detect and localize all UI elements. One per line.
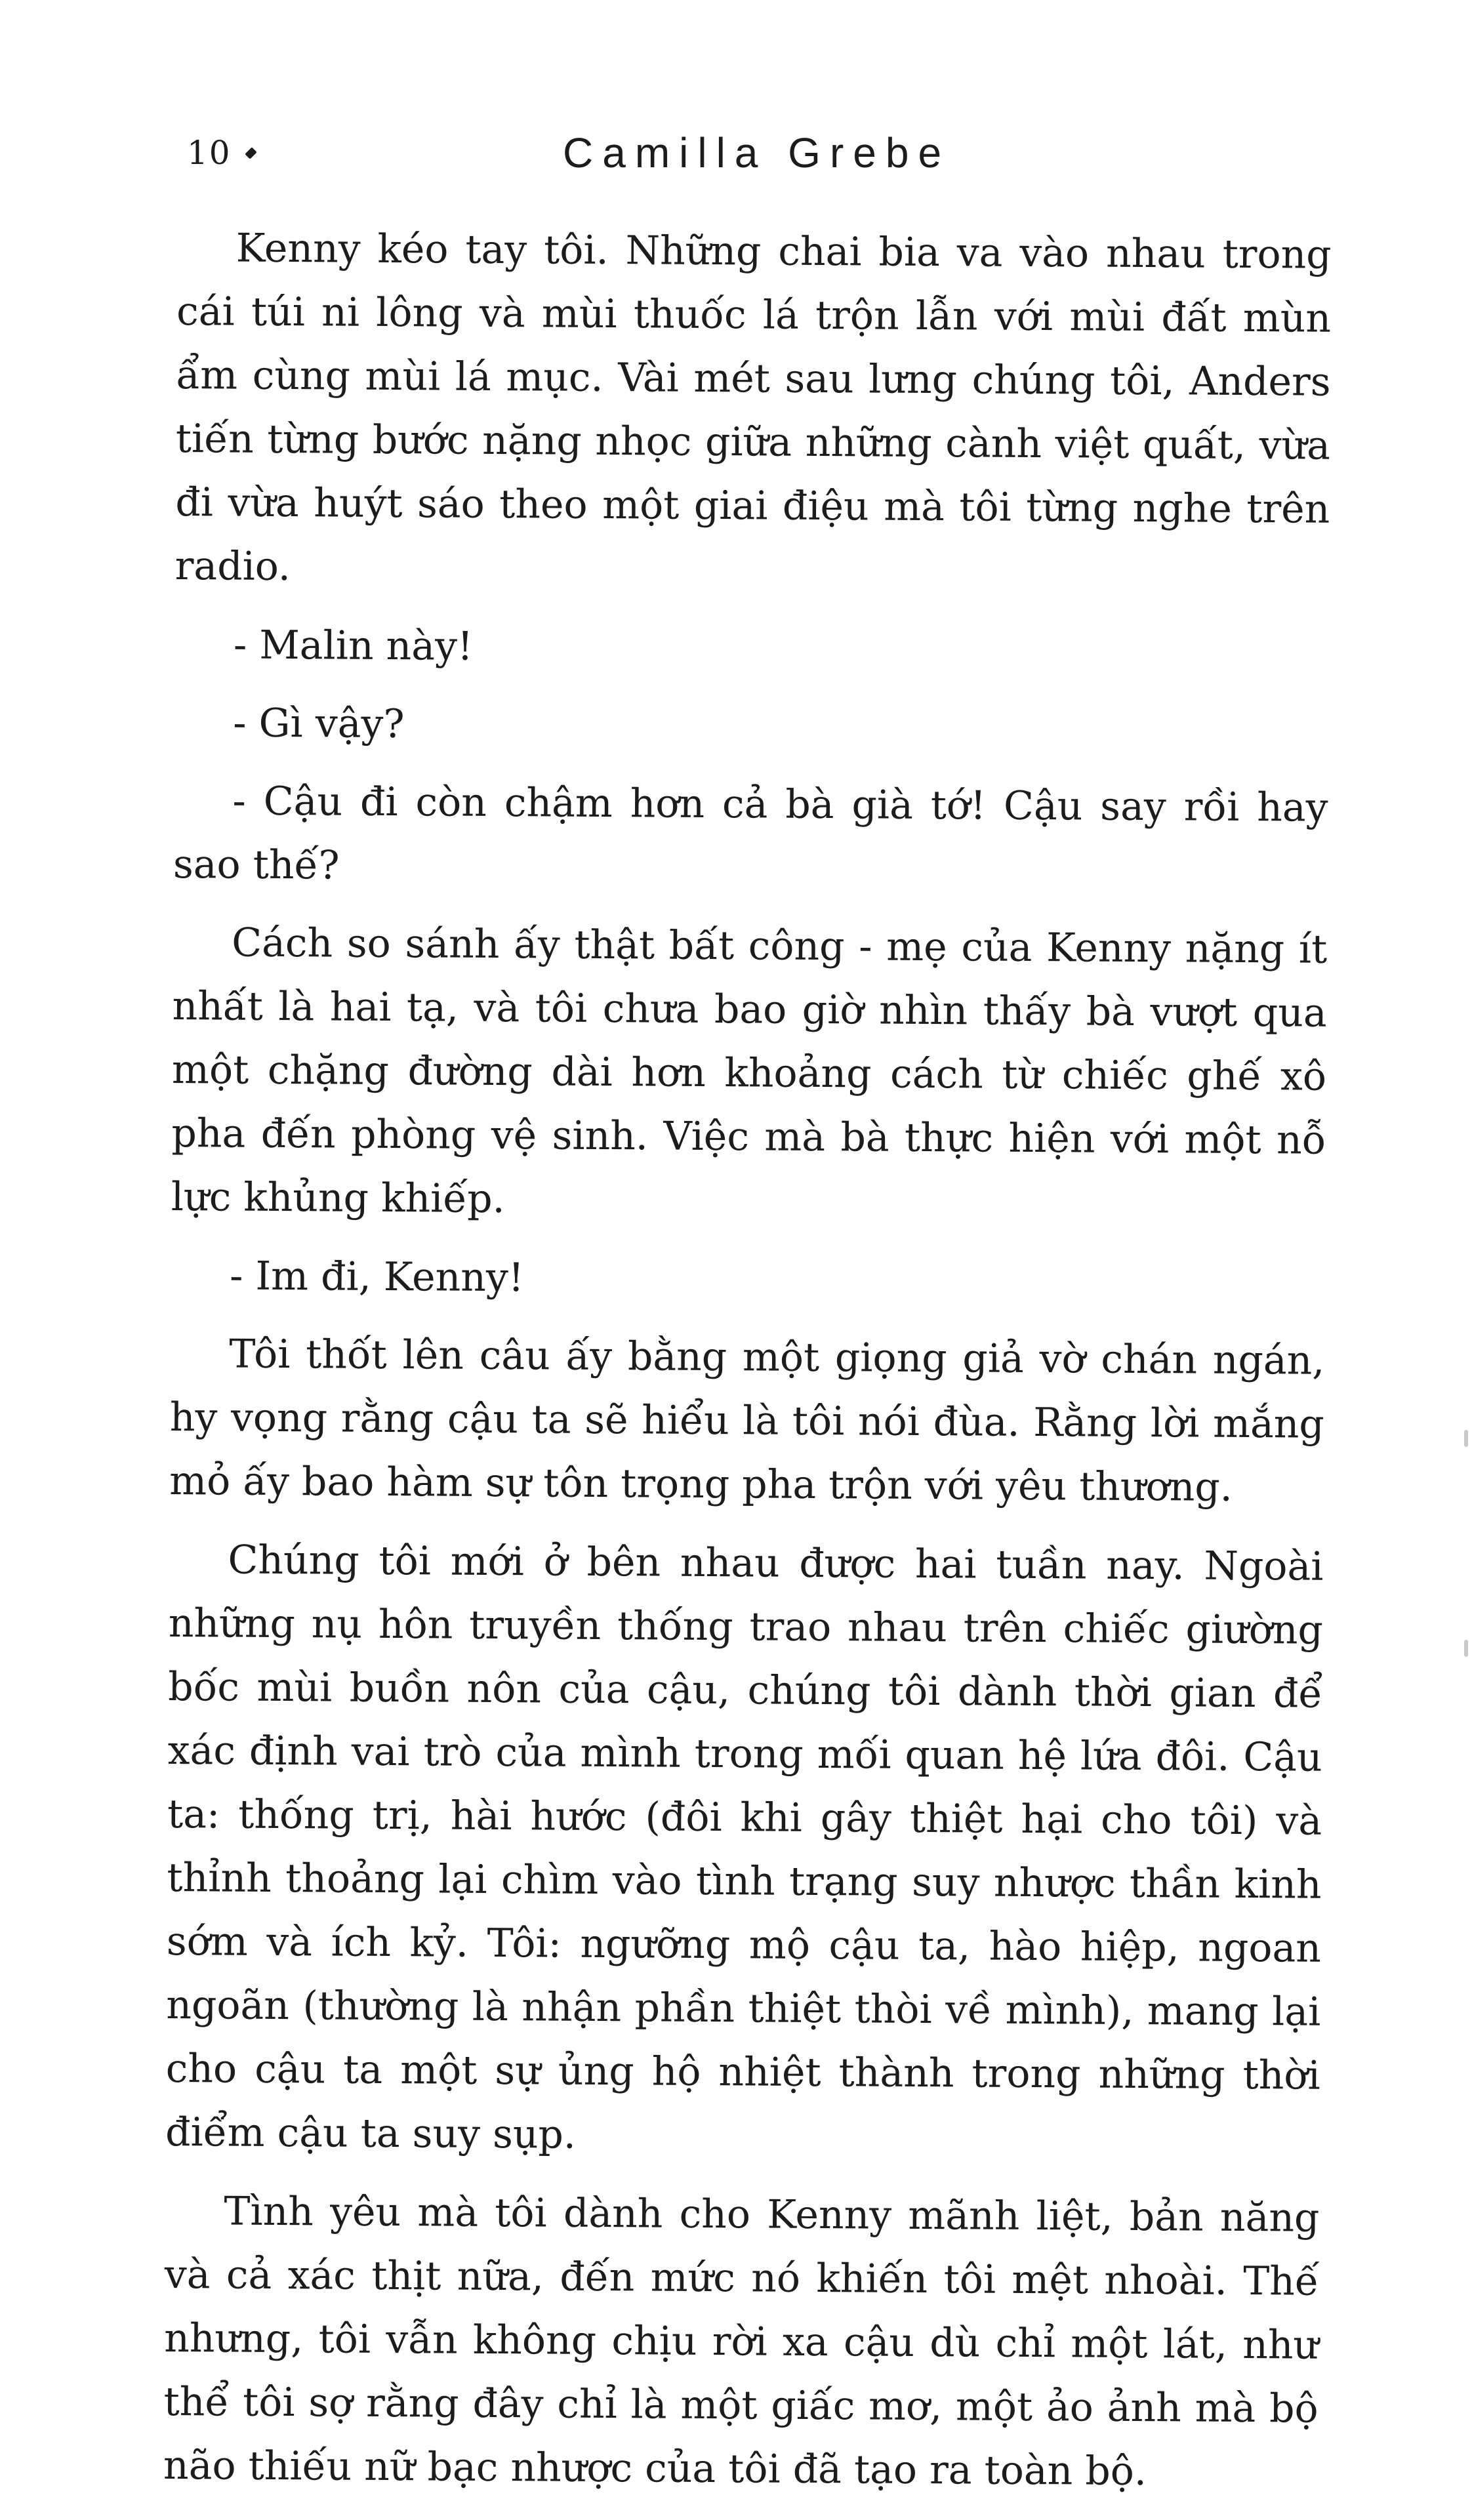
paragraph: Cách so sánh ấy thật bất công - mẹ của Kenny nặng ít nhất là hai tạ, và tôi chưa bao giờ nhìn thấy bà vượt qua một chặng đường dài hơn khoảng cách từ chiếc ghế xô pha đến phòng vệ sinh. Việc mà bà thực hiện với một nỗ lực khủng khiếp. xyxy=(171,920,1328,1223)
page-edge-mark xyxy=(1464,1430,1468,1447)
dialogue-line: - Gì vậy? xyxy=(233,700,405,748)
page-edge-mark xyxy=(1464,1640,1468,1657)
body-text xyxy=(163,216,1332,2520)
paragraph: Tình yêu mà tôi dành cho Kenny mãnh liệt, bản năng và cả xác thịt nữa, đến mức nó khiến tôi mệt nhoài. Thế nhưng, tôi vẫn không chịu rời xa cậu dù chỉ một lát, như thể tôi sợ rằng đây chỉ là một giấc mơ, một ảo ảnh mà bộ não thiếu nữ bạc nhược của tôi đã tạo ra toàn bộ. xyxy=(163,2188,1320,2495)
page-header xyxy=(187,117,1341,189)
dialogue-line: - Malin này! xyxy=(233,622,474,670)
dialogue-line: - Im đi, Kenny! xyxy=(229,1253,525,1301)
paragraph: Tôi thốt lên câu ấy bằng một giọng giả vờ chán ngán, hy vọng rằng cậu ta sẽ hiểu là tôi nói đùa. Rằng lời mắng mỏ ấy bao hàm sự tôn trọng pha trộn với yêu thương. xyxy=(169,1331,1325,1511)
diamond-bullet-icon xyxy=(245,147,256,159)
paragraph: Kenny kéo tay tôi. Những chai bia va vào nhau trong cái túi ni lông và mùi thuốc lá trộn lẫn với mùi đất mùn ẩm cùng mùi lá mục. Vài mét sau lưng chúng tôi, Anders tiến từng bước nặng nhọc giữa những cành việt quất, vừa đi vừa huýt sáo theo một giai điệu mà tôi từng nghe trên radio. xyxy=(174,225,1332,590)
page-number: 10 xyxy=(187,134,232,172)
running-head-author: Camilla Grebe xyxy=(563,129,951,176)
paragraph: Chúng tôi mới ở bên nhau được hai tuần nay. Ngoài những nụ hôn truyền thống trao nhau trên chiếc giường bốc mùi buồn nôn của cậu, chúng tôi dành thời gian để xác định vai trò của mình trong mối quan hệ lứa đôi. Cậu ta: thống trị, hài hước (đôi khi gây thiệt hại cho tôi) và thỉnh thoảng lại chìm vào tình trạng suy nhược thần kinh sớm và ích kỷ. Tôi: ngưỡng mộ cậu ta, hào hiệp, ngoan ngoãn (thường là nhận phần thiệt thòi về mình), mang lại cho cậu ta một sự ủng hộ nhiệt thành trong những thời điểm cậu ta suy sụp. xyxy=(165,1537,1324,2158)
dialogue-line: - Cậu đi còn chậm hơn cả bà già tớ! Cậu say rồi hay sao thế? xyxy=(173,778,1328,889)
